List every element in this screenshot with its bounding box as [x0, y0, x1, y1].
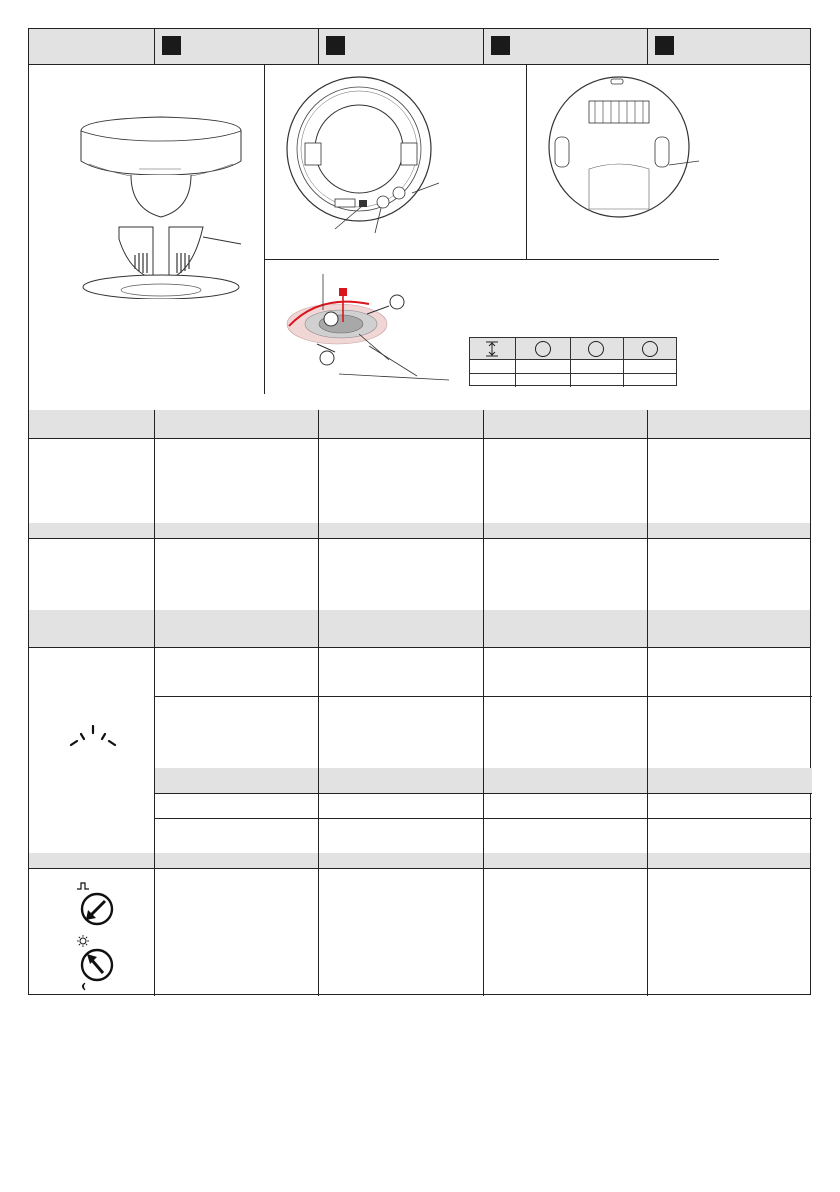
time-dial-icon	[73, 881, 117, 927]
mounting-plate-icon	[537, 69, 717, 239]
section-band-1	[29, 410, 810, 438]
section-band-5	[29, 853, 810, 868]
circle-3-icon	[642, 341, 658, 357]
language-box-3	[491, 36, 510, 55]
section-band-3	[29, 610, 810, 647]
language-box-4	[655, 36, 674, 55]
header-band	[29, 29, 810, 64]
circle-2-icon	[588, 341, 604, 357]
ceiling-sensor-exploded-icon	[69, 109, 254, 299]
lux-dial-icon	[73, 935, 117, 991]
language-box-2	[326, 36, 345, 55]
header-divider	[29, 64, 810, 65]
sensor-top-view-icon	[279, 69, 459, 239]
instruction-sheet	[28, 28, 811, 995]
height-symbol-icon	[484, 341, 500, 357]
circle-1-icon	[535, 341, 551, 357]
led-indicator-icon	[67, 723, 119, 749]
section-band-2	[29, 523, 810, 538]
detection-zone-diagram-icon	[279, 264, 459, 389]
coverage-table	[469, 337, 677, 386]
language-box-1	[162, 36, 181, 55]
